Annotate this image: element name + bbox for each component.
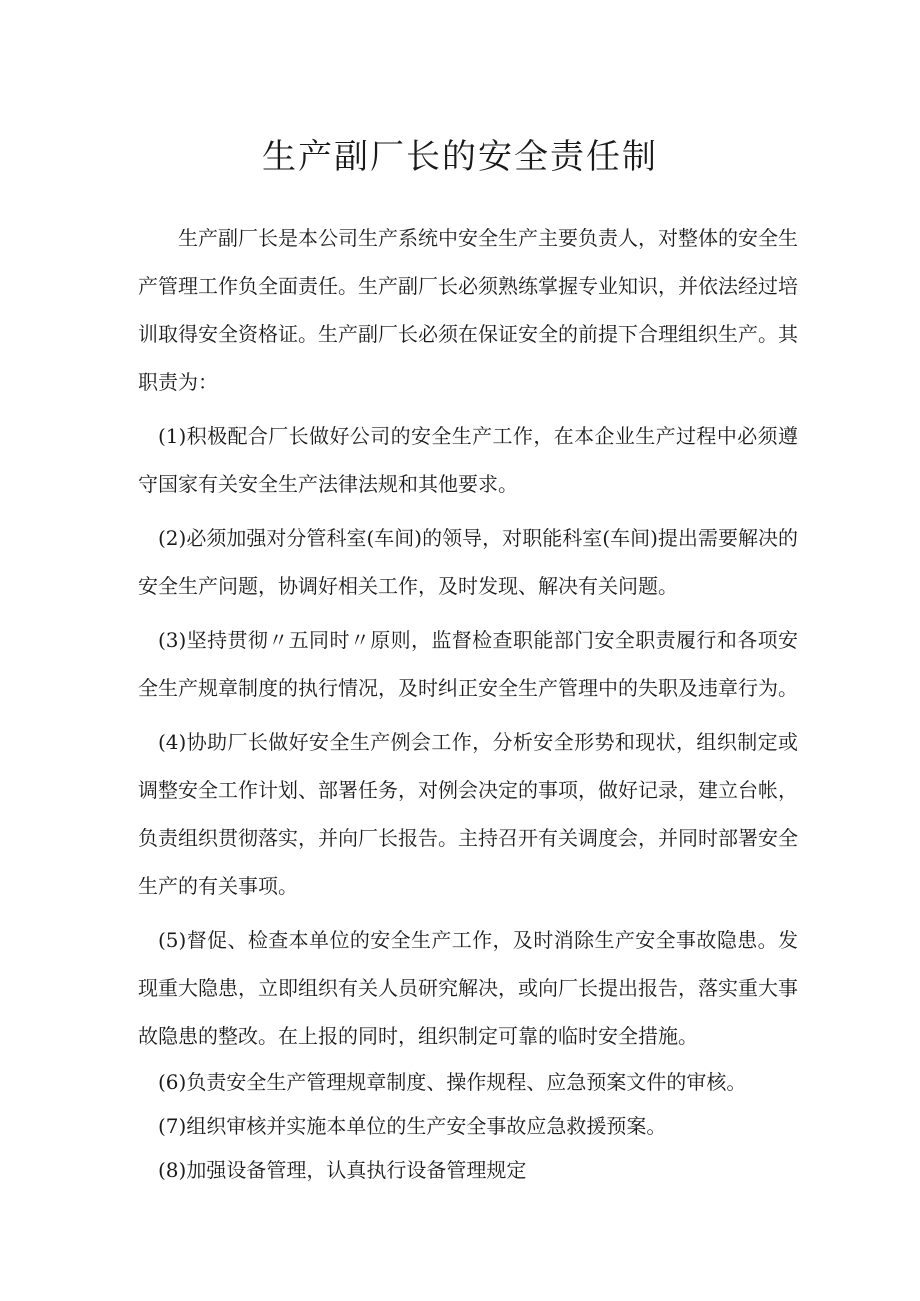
duty-item-2: (2)必须加强对分管科室(车间)的领导，对职能科室(车间)提出需要解决的安全生产问题，协调好相关工作，及时发现、解决有关问题。: [138, 526, 798, 598]
duty-item-7: (7)组织审核并实施本单位的生产安全事故应急救援预案。: [158, 1114, 667, 1138]
duty-item-6: (6)负责安全生产管理规章制度、操作规程、应急预案文件的审核。: [158, 1070, 747, 1094]
duty-item-8: (8)加强设备管理，认真执行设备管理规定: [158, 1158, 527, 1182]
duty-item-3: (3)坚持贯彻〃五同时〃原则，监督检查职能部门安全职责履行和各项安全生产规章制度的执行情况，及时纠正安全生产管理中的失职及违章行为。: [138, 628, 798, 700]
duty-item-5: (5)督促、检查本单位的安全生产工作，及时消除生产安全事故隐患。发现重大隐患，立即组织有关人员研究解决，或向厂长提出报告，落实重大事故隐患的整改。在上报的同时，组织制定可靠的临时安全措施。: [138, 928, 798, 1048]
duty-item-4: (4)协助厂长做好安全生产例会工作，分析安全形势和现状，组织制定或调整安全工作计划、部署任务，对例会决定的事项，做好记录，建立台帐，负责组织贯彻落实，并向厂长报告。主持召开有关调度会，并同时部署安全生产的有关事项。: [138, 730, 798, 898]
duty-item-1: (1)积极配合厂长做好公司的安全生产工作，在本企业生产过程中必须遵守国家有关安全生产法律法规和其他要求。: [138, 424, 798, 496]
document-title: 生产副厂长的安全责任制: [262, 137, 658, 177]
intro-paragraph: 生产副厂长是本公司生产系统中安全生产主要负责人，对整体的安全生产管理工作负全面责任。生产副厂长必须熟练掌握专业知识，并依法经过培训取得安全资格证。生产副厂长必须在保证安全的前提下合理组织生产。其职责为：: [138, 226, 798, 394]
document-body: [138, 214, 798, 1192]
